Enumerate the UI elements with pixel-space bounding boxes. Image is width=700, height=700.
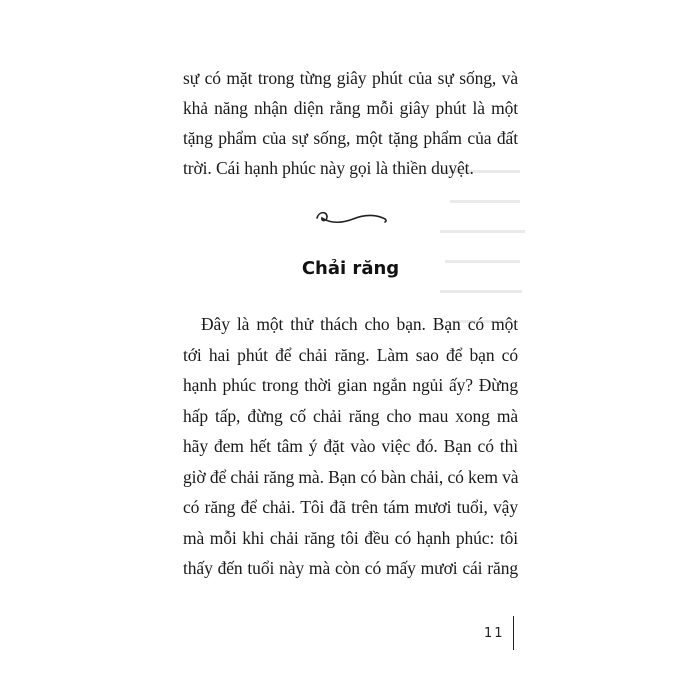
text-line: Đây là một thử thách cho bạn. Bạn có một bbox=[201, 314, 518, 334]
text-line: có răng để chải. Tôi đã trên tám mươi tuổi, vậy bbox=[183, 497, 518, 517]
text-line: hạnh phúc trong thời gian ngắn ngủi ấy? Đừng bbox=[183, 375, 518, 395]
flourish-divider-icon bbox=[313, 207, 389, 229]
page-number-rule bbox=[513, 616, 514, 650]
body-paragraph bbox=[183, 309, 518, 584]
text-line: trời. Cái hạnh phúc này gọi là thiền duyệt. bbox=[183, 158, 474, 178]
top-paragraph bbox=[183, 63, 518, 183]
text-line: thấy đến tuổi này mà còn có mấy mươi cái răng bbox=[183, 558, 518, 578]
text-line: tới hai phút để chải răng. Làm sao để bạn có bbox=[183, 344, 518, 365]
text-line: tặng phẩm của sự sống, một tặng phẩm của đất bbox=[183, 128, 518, 148]
text-line: khả năng nhận diện rằng mỗi giây phút là một bbox=[183, 98, 518, 118]
section-title: Chải răng bbox=[301, 258, 400, 279]
text-line: hấp tấp, đừng cố chải răng cho mau xong mà bbox=[183, 405, 518, 426]
text-line: giờ để chải răng mà. Bạn có bàn chải, có kem và bbox=[183, 466, 519, 487]
text-line: mà mỗi khi chải răng tôi đều có hạnh phúc: tôi bbox=[183, 527, 518, 548]
page-number: 11 bbox=[484, 626, 505, 641]
text-line: sự có mặt trong từng giây phút của sự sống, và bbox=[183, 68, 518, 88]
text-line: hãy đem hết tâm ý đặt vào việc đó. Bạn có thì bbox=[183, 436, 518, 456]
